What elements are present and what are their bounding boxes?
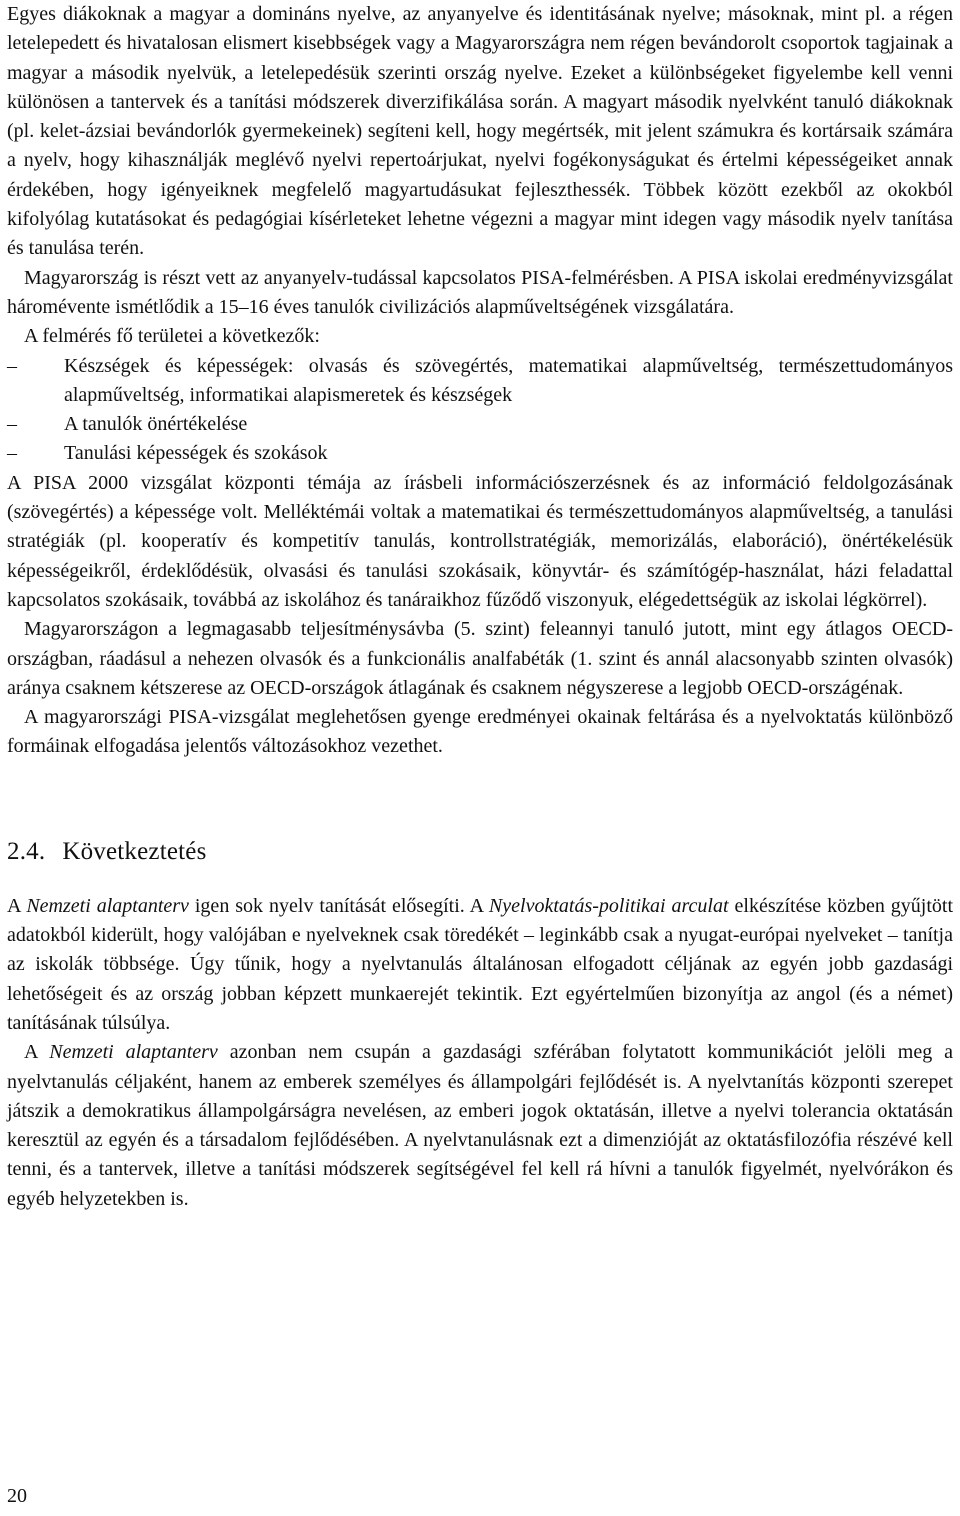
text-run: igen sok nyelv tanítását elősegíti. A	[188, 894, 489, 917]
paragraph-pisa-conclusion: A magyarországi PISA-vizsgálat meglehetősen gyenge eredményei okainak feltárása és a nyelvoktatás különböző formáinak elfogadása jelentős változásokhoz vezethet.	[7, 706, 953, 758]
list-item-text: A tanulók önértékelése	[64, 413, 248, 436]
dash-marker: –	[7, 413, 17, 436]
paragraph-hungary-results: Magyarországon a legmagasabb teljesítménysávba (5. szint) feleannyi tanuló jutott, mint egy átlagos OECD-országban, ráadásul a nehezen olvasók és a funkcionális analfabéták (1. szint és annál alacsonyabb szinten olvasók) aránya csaknem kétszerese az OECD-országok átlagának és csaknem négyszerese a legjobb OECD-országénak.	[7, 618, 953, 699]
text-run: azonban nem csupán a gazdasági szférában folytatott kommunikációt jelöli meg a nyelvtanulás céljaként, hanem az emberek személyes és állampolgári fejlődését is. A nyelvtanítás központi szerepet játszik a demokratikus állampolgárságra nevelésen, az emberi jogok oktatásán, illetve a nyelvi tolerancia oktatásán keresztül az egyén és a társadalom fejlődésében. A nyelvtanulásnak ezt a dimenzióját az oktatásfilozófia részévé kell tenni, és a tantervek, illetve a tanítási módszerek segítségével fel kell rá hívni a tanulók figyelmét, nyelvórákon és egyéb helyzetekben is.	[7, 1041, 954, 1210]
italic-title-policy-profile: Nyelvoktatás-politikai arculat	[488, 894, 729, 917]
paragraph-conclusion-1	[7, 892, 953, 1038]
section-heading	[7, 836, 953, 868]
list-item	[7, 410, 953, 439]
italic-title-nat: Nemzeti alaptanterv	[26, 894, 189, 917]
survey-areas-list	[7, 352, 953, 469]
paragraph-pisa-intro: Magyarország is részt vett az anyanyelv-tudással kapcsolatos PISA-felmérésben. A PISA iskolai eredményvizsgálat háromévente ismétlődik a 15–16 éves tanulók civilizációs alapműveltségének vizsgálatára.	[7, 266, 953, 318]
section-number: 2.4.	[7, 837, 46, 865]
text-run: elkészítése közben gyűjtött adatokból kiderült, hogy valójában e nyelveknek csak töredékét – leginkább csak a nyugat-európai nyelveket – tanítja az iskolák többsége. Úgy tűnik, hogy a nyelvtanulás általánosan elfogadott céljának az egyén jobb gazdasági lehetőségeit és az ország jobban képzett munkaerejét tekintik. Ezt egyértelműen bizonyítja az angol (és a német) tanításának túlsúlya.	[7, 894, 954, 1034]
paragraph-survey-areas-intro: A felmérés fő területei a következők:	[24, 325, 320, 348]
dash-marker: –	[7, 442, 17, 465]
text-run: A	[24, 1041, 50, 1064]
document-page	[7, 0, 953, 1214]
list-item-text: Tanulási képességek és szokások	[64, 442, 328, 465]
list-item	[7, 352, 953, 411]
paragraph-conclusion-2	[7, 1038, 953, 1214]
list-item	[7, 439, 953, 468]
italic-title-nat: Nemzeti alaptanterv	[49, 1041, 218, 1064]
paragraph-pisa-2000: A PISA 2000 vizsgálat központi témája az írásbeli információszerzésnek és az információ feldolgozásának (szövegértés) a képessége volt. Melléktémái voltak a matematikai és természettudományos alapműveltség, a tanulási stratégiák (pl. kooperatív és kompetitív tanulás, kontrollstratégiák, memorizálás, elaboráció), önértékelésük képességeikről, érdeklődésük, olvasási és tanulási szokásaik, könyvtár- és számítógép-használat, házi feladattal kapcsolatos szokásaik, továbbá az iskolához és tanáraikhoz fűződő viszonyuk, elégedettségük az iskolai légkörrel).	[7, 471, 953, 611]
page-number: 20	[7, 1485, 27, 1507]
paragraph-minority-languages: Egyes diákoknak a magyar a domináns nyelve, az anyanyelve és identitásának nyelve; másoknak, mint pl. a régen letelepedett és hivatalosan elismert kisebbségek vagy a Magyarországra nem régen bevándorolt csoportok tagjainak a magyar a második nyelvük, a letelepedésük szerinti ország nyelve. Ezeket a különbségeket figyelembe kell venni különösen a tantervek és a tanítási módszerek diverzifikálása során. A magyart második nyelvként tanuló diákoknak (pl. kelet-ázsiai bevándorlók gyermekeinek) segíteni kell, hogy megértsék, mit jelent számukra és kortársaik számára a nyelv, hogy kihasználják meglévő nyelvi repertoárjukat, nyelvi fogékonyságukat és értelmi képességeiket annak érdekében, hogy igényeiknek megfelelő magyartudásukat fejleszthessék. Többek között ezekből az okokból kifolyólag kutatásokat és pedagógiai kísérleteket lehetne végezni a magyar mint idegen vagy második nyelv tanítása és tanulása terén.	[7, 3, 953, 260]
section-title: Következtetés	[62, 837, 207, 865]
list-item-text: Készségek és képességek: olvasás és szövegértés, matematikai alapműveltség, természettudományos alapműveltség, informatikai alapismeretek és készségek	[64, 354, 953, 406]
text-run: A	[7, 894, 27, 917]
dash-marker: –	[7, 354, 17, 377]
